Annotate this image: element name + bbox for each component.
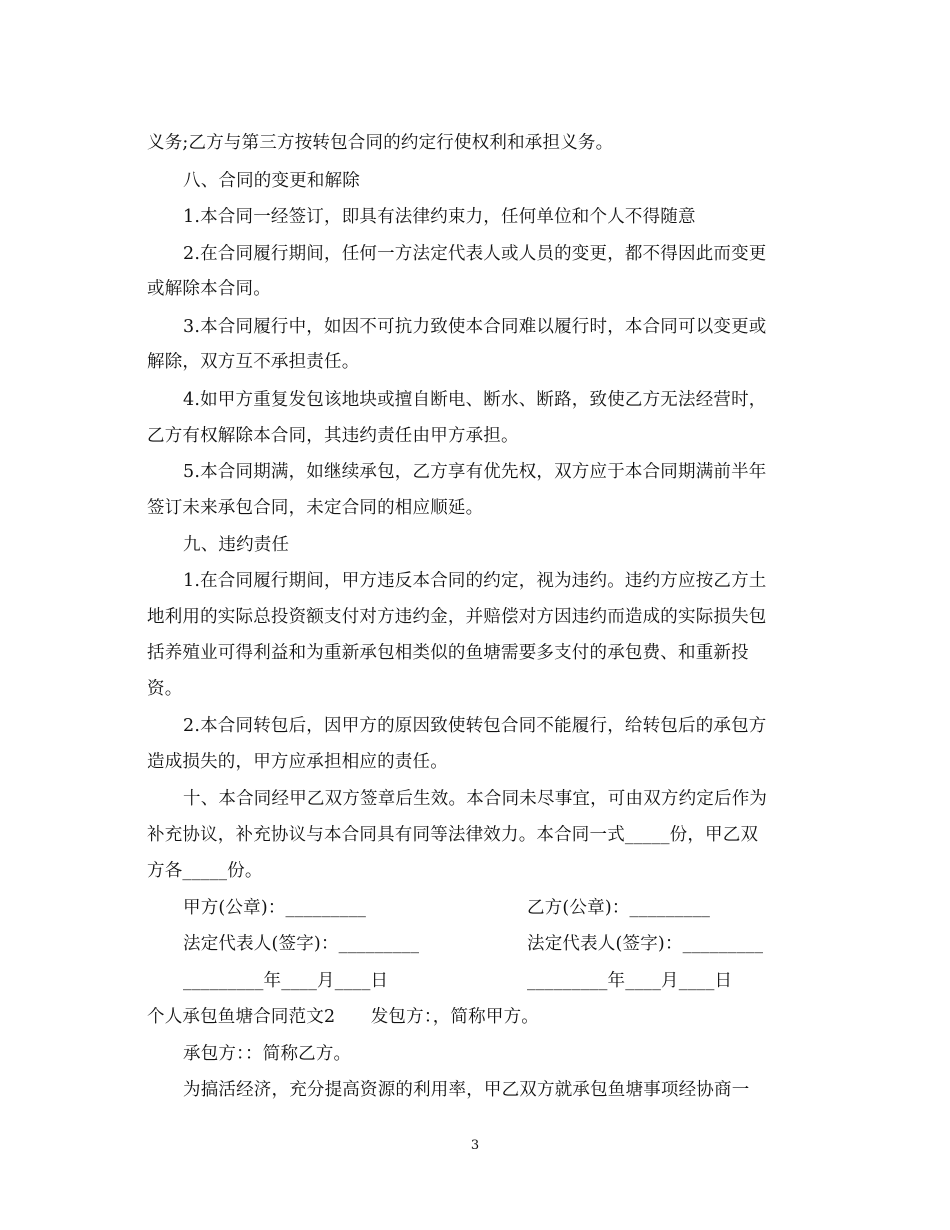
body-line: 5.本合同期满，如继续承包，乙方享有优先权，双方应于本合同期满前半年 (183, 462, 767, 482)
body-line: 2.本合同转包后，因甲方的原因致使转包合同不能履行，给转包后的承包方 (183, 716, 767, 736)
body-line: 资。 (147, 679, 183, 699)
body-line: 解除，双方互不承担责任。 (147, 352, 360, 372)
party-b-date-line: _________年____月____日 (527, 971, 733, 991)
section-heading: 八、合同的变更和解除 (183, 171, 360, 191)
party-a-seal-line: 甲方(公章)：_________ (183, 898, 367, 918)
party-a-rep-line: 法定代表人(签字)：_________ (183, 934, 420, 954)
body-line: 1.本合同一经签订，即具有法律约束力，任何单位和个人不得随意 (183, 207, 696, 227)
page-number: 3 (470, 1138, 480, 1153)
body-line: 乙方有权解除本合同，其违约责任由甲方承担。 (147, 426, 519, 446)
body-line: 补充协议，补充协议与本合同具有同等法律效力。本合同一式_____份，甲乙双 (147, 825, 759, 845)
body-line: 地利用的实际总投资额支付对方违约金，并赔偿对方因违约而造成的实际损失包 (147, 607, 767, 627)
body-line: 签订未来承包合同，未定合同的相应顺延。 (147, 498, 484, 518)
party-a-date-line: _________年____月____日 (183, 971, 389, 991)
body-line: 义务;乙方与第三方按转包合同的约定行使权利和承担义务。 (147, 133, 614, 153)
contract-title-line: 个人承包鱼塘合同范文2 发包方：，简称甲方。 (147, 1007, 539, 1027)
party-b-rep-line: 法定代表人(签字)：_________ (527, 934, 764, 954)
body-line: 或解除本合同。 (147, 279, 271, 299)
body-line: 括养殖业可得利益和为重新承包相类似的鱼塘需要多支付的承包费、和重新投 (147, 643, 749, 663)
section-heading: 九、违约责任 (183, 535, 290, 555)
body-line: 方各_____份。 (147, 861, 263, 881)
body-line: 2.在合同履行期间，任何一方法定代表人或人员的变更，都不得因此而变更 (183, 244, 767, 264)
body-line: 为搞活经济，充分提高资源的利用率，甲乙双方就承包鱼塘事项经协商一 (183, 1080, 750, 1100)
body-line: 1.在合同履行期间，甲方违反本合同的约定，视为违约。违约方应按乙方土 (183, 571, 767, 591)
body-line: 4.如甲方重复发包该地块或擅自断电、断水、断路，致使乙方无法经营时， (183, 390, 767, 410)
body-line: 3.本合同履行中，如因不可抗力致使本合同难以履行时，本合同可以变更或 (183, 317, 767, 337)
body-line: 十、本合同经甲乙双方签章后生效。本合同未尽事宜，可由双方约定后作为 (183, 789, 768, 809)
party-b-seal-line: 乙方(公章)：_________ (527, 898, 711, 918)
body-line: 承包方：：简称乙方。 (183, 1044, 352, 1064)
body-line: 造成损失的，甲方应承担相应的责任。 (147, 752, 448, 772)
